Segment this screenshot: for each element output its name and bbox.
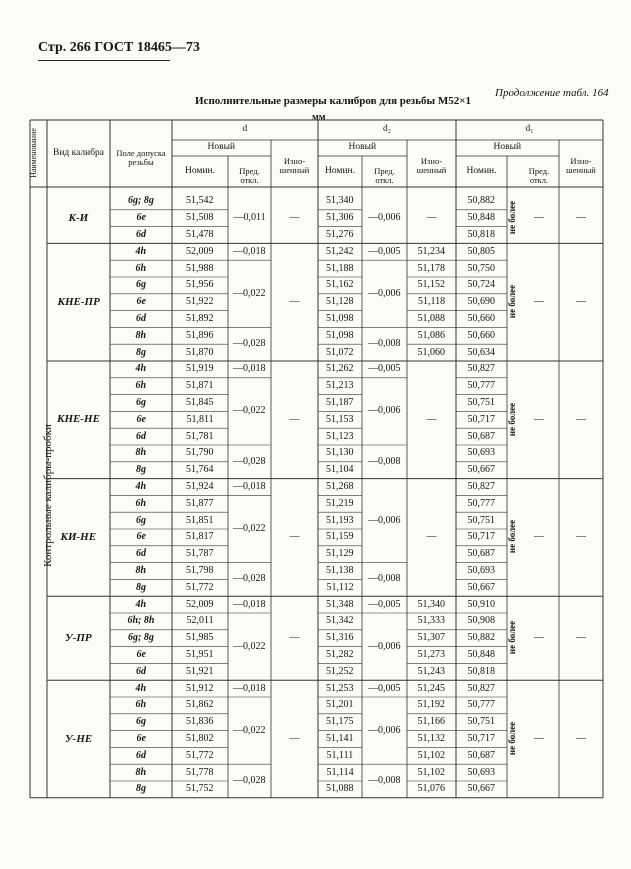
d2-limit-dev: —0,006 bbox=[368, 514, 401, 526]
d-limit-dev: —0,018 bbox=[233, 682, 266, 694]
tolerance-field: 6d bbox=[136, 430, 146, 442]
d2-worn: 51,333 bbox=[417, 615, 445, 627]
d1-nominal: 50,667 bbox=[467, 581, 495, 593]
d2-worn: — bbox=[426, 212, 437, 224]
tolerance-field: 8g bbox=[136, 346, 146, 358]
d2-nominal: 51,141 bbox=[326, 733, 354, 744]
tolerance-field: 6g bbox=[136, 397, 146, 408]
tolerance-field: 6g; 8g bbox=[128, 632, 154, 644]
d-nominal: 52,009 bbox=[186, 245, 214, 257]
tolerance-field: 6d bbox=[136, 665, 146, 677]
d2-worn: 51,178 bbox=[417, 262, 445, 274]
d2-worn: 51,243 bbox=[417, 665, 445, 677]
d1-limit-dev: — bbox=[534, 531, 544, 543]
d1-worn: — bbox=[576, 296, 586, 308]
d2-limit-dev: —0,008 bbox=[368, 775, 401, 786]
d-nominal: 51,836 bbox=[186, 716, 214, 728]
d1-nominal: 50,693 bbox=[467, 447, 495, 459]
column-header-limit-dev: Пред. откл. bbox=[528, 165, 550, 186]
column-header-new: Новый bbox=[207, 142, 236, 152]
d2-nominal: 51,268 bbox=[326, 481, 354, 492]
d1-nominal: 50,717 bbox=[467, 531, 495, 543]
d2-nominal: 51,306 bbox=[326, 212, 354, 224]
d1-nominal: 50,751 bbox=[467, 514, 495, 526]
d-worn: — bbox=[289, 632, 300, 644]
tolerance-field: 6e bbox=[136, 733, 146, 744]
d-limit-dev: —0,018 bbox=[233, 245, 266, 257]
d1-not-more-label: не более bbox=[507, 621, 518, 655]
d-worn: — bbox=[289, 413, 300, 425]
d2-nominal: 51,159 bbox=[326, 531, 354, 543]
d2-nominal: 51,342 bbox=[326, 615, 354, 627]
d1-not-more-label: не более bbox=[507, 402, 518, 436]
d-nominal: 51,778 bbox=[186, 766, 214, 778]
d1-nominal: 50,908 bbox=[467, 615, 495, 627]
d2-worn: 51,340 bbox=[417, 598, 445, 610]
tolerance-field: 6d bbox=[136, 749, 146, 761]
d-limit-dev: —0,028 bbox=[233, 455, 266, 467]
d1-nominal: 50,827 bbox=[467, 682, 495, 694]
d2-limit-dev: —0,006 bbox=[368, 405, 401, 417]
d-nominal: 52,009 bbox=[186, 598, 214, 610]
d-nominal: 51,802 bbox=[186, 733, 214, 744]
column-header-worn: Изно-шенный bbox=[566, 155, 596, 176]
d-nominal: 51,508 bbox=[186, 212, 214, 224]
d-nominal: 51,877 bbox=[186, 497, 214, 509]
d2-nominal: 51,088 bbox=[326, 783, 354, 795]
d-nominal: 51,798 bbox=[186, 565, 214, 576]
d2-limit-dev: —0,006 bbox=[368, 287, 401, 299]
d1-nominal: 50,693 bbox=[467, 565, 495, 576]
d1-nominal: 50,690 bbox=[467, 296, 495, 308]
d-nominal: 51,956 bbox=[186, 279, 214, 291]
d1-nominal: 50,660 bbox=[467, 329, 495, 341]
d-nominal: 51,781 bbox=[186, 430, 214, 442]
d1-nominal: 50,750 bbox=[467, 262, 495, 274]
d1-nominal: 50,717 bbox=[467, 413, 495, 425]
column-header-new: Новый bbox=[493, 142, 522, 152]
d2-worn: 51,102 bbox=[417, 766, 445, 778]
d-nominal: 52,011 bbox=[186, 615, 214, 627]
tolerance-field: 6e bbox=[136, 413, 146, 425]
d1-nominal: 50,848 bbox=[467, 212, 495, 224]
tolerance-field: 6e bbox=[136, 531, 146, 543]
d2-nominal: 51,153 bbox=[326, 413, 354, 425]
d1-nominal: 50,777 bbox=[467, 380, 495, 392]
d2-nominal: 51,123 bbox=[326, 430, 354, 442]
d1-nominal: 50,660 bbox=[467, 313, 495, 324]
d2-nominal: 51,129 bbox=[326, 548, 354, 560]
d2-nominal: 51,262 bbox=[326, 363, 354, 375]
column-header-new: Новый bbox=[348, 142, 377, 152]
column-header-name: Наименование bbox=[28, 127, 38, 178]
tolerance-field: 6d bbox=[136, 313, 146, 324]
d1-nominal: 50,818 bbox=[467, 229, 495, 240]
d2-nominal: 51,187 bbox=[326, 397, 354, 408]
d-nominal: 51,921 bbox=[186, 665, 214, 677]
d-nominal: 51,845 bbox=[186, 397, 214, 408]
tolerance-field: 8g bbox=[136, 464, 146, 476]
d1-nominal: 50,717 bbox=[467, 733, 495, 744]
d1-worn: — bbox=[576, 632, 586, 644]
d-nominal: 51,871 bbox=[186, 380, 214, 392]
d-worn: — bbox=[289, 212, 300, 224]
d2-worn: — bbox=[426, 531, 437, 543]
tolerance-field: 4h bbox=[135, 363, 147, 375]
d-limit-dev: —0,028 bbox=[233, 338, 266, 350]
d1-nominal: 50,751 bbox=[467, 397, 495, 408]
tolerance-field: 8h bbox=[135, 329, 147, 341]
tolerance-field: 6h; 8h bbox=[127, 615, 155, 627]
gauge-kind: У-ПР bbox=[65, 631, 92, 644]
d-nominal: 51,896 bbox=[186, 329, 214, 341]
tolerance-field: 4h bbox=[135, 598, 147, 610]
d2-worn: 51,088 bbox=[417, 313, 445, 324]
d1-limit-dev: — bbox=[534, 296, 544, 308]
table-unit: мм bbox=[312, 112, 326, 123]
d2-limit-dev: —0,005 bbox=[368, 598, 401, 610]
d2-nominal: 51,252 bbox=[326, 665, 354, 677]
d2-nominal: 51,242 bbox=[326, 245, 354, 257]
d2-limit-dev: —0,006 bbox=[368, 212, 401, 224]
d2-worn: 51,102 bbox=[417, 749, 445, 761]
tolerance-field: 8g bbox=[136, 783, 146, 795]
column-header-d2: d₂ bbox=[383, 124, 392, 134]
tolerance-field: 6h bbox=[135, 380, 147, 392]
d1-limit-dev: — bbox=[534, 632, 544, 644]
d2-nominal: 51,098 bbox=[326, 329, 354, 341]
d-worn: — bbox=[289, 733, 300, 744]
column-header-nominal: Номин. bbox=[325, 165, 355, 176]
d2-worn: 51,245 bbox=[417, 682, 445, 694]
d1-nominal: 50,751 bbox=[467, 716, 495, 728]
d2-limit-dev: —0,008 bbox=[368, 455, 401, 467]
d1-worn: — bbox=[576, 531, 586, 543]
d-nominal: 51,790 bbox=[186, 447, 214, 459]
d1-nominal: 50,882 bbox=[467, 195, 495, 207]
d-nominal: 51,912 bbox=[186, 682, 214, 694]
d2-nominal: 51,340 bbox=[326, 195, 354, 207]
d1-nominal: 50,724 bbox=[467, 279, 495, 291]
d-nominal: 51,811 bbox=[186, 413, 214, 425]
column-header-tolerance: Поле допуска резьбы bbox=[116, 147, 166, 168]
tolerance-field: 8h bbox=[135, 766, 147, 778]
d-nominal: 51,892 bbox=[186, 313, 214, 324]
gauge-kind: КНЕ-ПР bbox=[57, 295, 100, 308]
d2-nominal: 51,201 bbox=[326, 699, 354, 711]
page-header: Стр. 266 ГОСТ 18465—73 bbox=[38, 40, 200, 55]
d2-worn: 51,086 bbox=[417, 329, 445, 341]
d-limit-dev: —0,022 bbox=[233, 640, 266, 652]
d2-limit-dev: —0,006 bbox=[368, 640, 401, 652]
d1-nominal: 50,687 bbox=[467, 749, 495, 761]
tolerance-field: 8h bbox=[135, 565, 147, 576]
d-worn: — bbox=[289, 296, 300, 308]
d2-nominal: 51,114 bbox=[326, 766, 354, 778]
d2-limit-dev: —0,008 bbox=[368, 338, 401, 350]
d2-nominal: 51,104 bbox=[326, 464, 354, 476]
d2-nominal: 51,188 bbox=[326, 262, 354, 274]
tolerance-field: 4h bbox=[135, 682, 147, 694]
table-continuation: Продолжение табл. 164 bbox=[495, 87, 609, 99]
tolerance-field: 6d bbox=[136, 548, 146, 560]
d2-nominal: 51,128 bbox=[326, 296, 354, 308]
d-nominal: 51,752 bbox=[186, 783, 214, 795]
d1-nominal: 50,667 bbox=[467, 464, 495, 476]
d1-nominal: 50,687 bbox=[467, 430, 495, 442]
d2-nominal: 51,316 bbox=[326, 632, 354, 644]
d1-nominal: 50,827 bbox=[467, 363, 495, 375]
d1-not-more-label: не более bbox=[507, 285, 518, 319]
d2-nominal: 51,072 bbox=[326, 346, 354, 358]
d2-nominal: 51,130 bbox=[326, 447, 354, 459]
d-limit-dev: —0,022 bbox=[233, 523, 266, 534]
d-nominal: 51,772 bbox=[186, 581, 214, 593]
d1-not-more-label: не более bbox=[507, 201, 518, 235]
d-limit-dev: —0,011 bbox=[233, 212, 266, 224]
d1-worn: — bbox=[576, 413, 586, 425]
d-nominal: 51,922 bbox=[186, 296, 214, 308]
column-header-nominal: Номин. bbox=[466, 165, 497, 176]
d1-nominal: 50,882 bbox=[467, 632, 495, 644]
d1-not-more-label: не более bbox=[507, 520, 518, 554]
d-nominal: 51,772 bbox=[186, 749, 214, 761]
d-limit-dev: —0,028 bbox=[233, 775, 266, 786]
tolerance-field: 6h bbox=[135, 262, 147, 274]
column-header-limit-dev: Пред. откл. bbox=[374, 165, 395, 186]
d2-limit-dev: —0,008 bbox=[368, 573, 401, 585]
d-nominal: 51,870 bbox=[186, 346, 214, 358]
d2-nominal: 51,193 bbox=[326, 514, 354, 526]
d-nominal: 51,919 bbox=[186, 363, 214, 375]
d1-nominal: 50,634 bbox=[467, 346, 495, 358]
d2-nominal: 51,219 bbox=[326, 497, 354, 509]
d-limit-dev: —0,022 bbox=[233, 724, 266, 736]
group-label: Контрольные калибры-пробки bbox=[41, 424, 54, 568]
tolerance-field: 6g bbox=[136, 716, 146, 728]
gauge-kind: КИ-НЕ bbox=[60, 530, 97, 543]
d1-nominal: 50,818 bbox=[467, 665, 495, 677]
d2-worn: 51,307 bbox=[417, 632, 445, 644]
column-header-nominal: Номин. bbox=[185, 165, 215, 176]
d1-nominal: 50,687 bbox=[467, 548, 495, 560]
d1-not-more-label: не более bbox=[507, 721, 518, 756]
d2-nominal: 51,348 bbox=[326, 598, 354, 610]
d2-limit-dev: —0,005 bbox=[368, 363, 401, 375]
d-worn: — bbox=[289, 531, 300, 543]
d2-limit-dev: —0,005 bbox=[368, 245, 401, 257]
table-title: Исполнительные размеры калибров для резьбы М52×1 bbox=[195, 95, 471, 107]
d2-limit-dev: —0,006 bbox=[368, 724, 401, 736]
gauge-kind: КНЕ-НЕ bbox=[57, 413, 100, 426]
d-nominal: 51,817 bbox=[186, 531, 214, 543]
d2-worn: — bbox=[426, 413, 437, 425]
tolerance-field: 8g bbox=[136, 581, 146, 593]
tolerance-field: 6g; 8g bbox=[128, 195, 154, 207]
d1-limit-dev: — bbox=[534, 413, 544, 425]
d-nominal: 51,862 bbox=[186, 699, 214, 711]
d1-nominal: 50,777 bbox=[467, 497, 495, 509]
d2-worn: 51,076 bbox=[417, 783, 445, 795]
d-limit-dev: —0,022 bbox=[233, 405, 266, 417]
d1-limit-dev: — bbox=[534, 212, 544, 224]
d2-worn: 51,132 bbox=[417, 733, 445, 744]
d2-worn: 51,118 bbox=[418, 296, 446, 308]
tolerance-field: 6h bbox=[135, 699, 147, 711]
column-header-kind: Вид калибра bbox=[53, 147, 105, 158]
d-limit-dev: —0,018 bbox=[233, 363, 266, 375]
d-nominal: 51,951 bbox=[186, 649, 214, 660]
d1-nominal: 50,667 bbox=[467, 783, 495, 795]
d-nominal: 51,988 bbox=[186, 262, 214, 274]
d1-limit-dev: — bbox=[534, 733, 544, 744]
d-limit-dev: —0,028 bbox=[233, 573, 266, 585]
d1-nominal: 50,848 bbox=[467, 649, 495, 660]
column-header-worn: Изно-шенный bbox=[416, 155, 447, 176]
d-limit-dev: —0,022 bbox=[233, 287, 266, 299]
d2-worn: 51,166 bbox=[417, 716, 445, 728]
d-nominal: 51,764 bbox=[186, 464, 214, 476]
d2-nominal: 51,112 bbox=[326, 581, 354, 593]
d2-nominal: 51,138 bbox=[326, 565, 354, 576]
d-nominal: 51,924 bbox=[186, 481, 214, 492]
tolerance-field: 6h bbox=[135, 497, 147, 509]
tolerance-field: 6g bbox=[136, 279, 146, 291]
tolerance-field: 6g bbox=[136, 514, 146, 526]
d2-worn: 51,273 bbox=[417, 649, 445, 660]
tolerance-field: 6e bbox=[136, 212, 146, 224]
d2-nominal: 51,175 bbox=[326, 716, 354, 728]
d-nominal: 51,787 bbox=[186, 548, 214, 560]
d1-nominal: 50,693 bbox=[467, 766, 495, 778]
d1-worn: — bbox=[576, 212, 586, 224]
d2-nominal: 51,213 bbox=[326, 380, 354, 392]
d1-nominal: 50,805 bbox=[467, 245, 495, 257]
d1-worn: — bbox=[576, 733, 586, 744]
column-header-d1: d₁ bbox=[525, 124, 534, 134]
d2-worn: 51,234 bbox=[417, 245, 445, 257]
tolerance-field: 6e bbox=[136, 296, 146, 308]
gauge-kind: К-И bbox=[68, 211, 89, 224]
tolerance-field: 4h bbox=[135, 481, 147, 492]
d2-nominal: 51,253 bbox=[326, 682, 354, 694]
tolerance-field: 8h bbox=[135, 447, 147, 459]
d1-nominal: 50,910 bbox=[467, 598, 495, 610]
tolerance-field: 4h bbox=[135, 245, 147, 257]
column-header-limit-dev: Пред. откл. bbox=[239, 165, 260, 186]
d2-limit-dev: —0,005 bbox=[368, 682, 401, 694]
d2-nominal: 51,098 bbox=[326, 313, 354, 324]
d2-worn: 51,192 bbox=[417, 699, 445, 711]
tolerance-field: 6d bbox=[136, 229, 146, 240]
gauge-kind: У-НЕ bbox=[65, 732, 93, 745]
d1-nominal: 50,827 bbox=[467, 481, 495, 492]
d2-nominal: 51,162 bbox=[326, 279, 354, 291]
d2-worn: 51,152 bbox=[417, 279, 445, 291]
d2-nominal: 51,111 bbox=[326, 749, 354, 761]
d-nominal: 51,478 bbox=[186, 229, 214, 240]
d-limit-dev: —0,018 bbox=[233, 481, 266, 492]
d2-nominal: 51,282 bbox=[326, 649, 354, 660]
tolerance-field: 6e bbox=[136, 649, 146, 660]
d-nominal: 51,851 bbox=[186, 514, 214, 526]
column-header-d: d bbox=[242, 124, 248, 134]
d1-nominal: 50,777 bbox=[467, 699, 495, 711]
d2-worn: 51,060 bbox=[417, 346, 445, 358]
d2-nominal: 51,276 bbox=[326, 229, 354, 240]
d-nominal: 51,985 bbox=[186, 632, 214, 644]
column-header-worn: Изно-шенный bbox=[279, 155, 310, 176]
d-nominal: 51,542 bbox=[186, 195, 214, 207]
d-limit-dev: —0,018 bbox=[233, 598, 266, 610]
